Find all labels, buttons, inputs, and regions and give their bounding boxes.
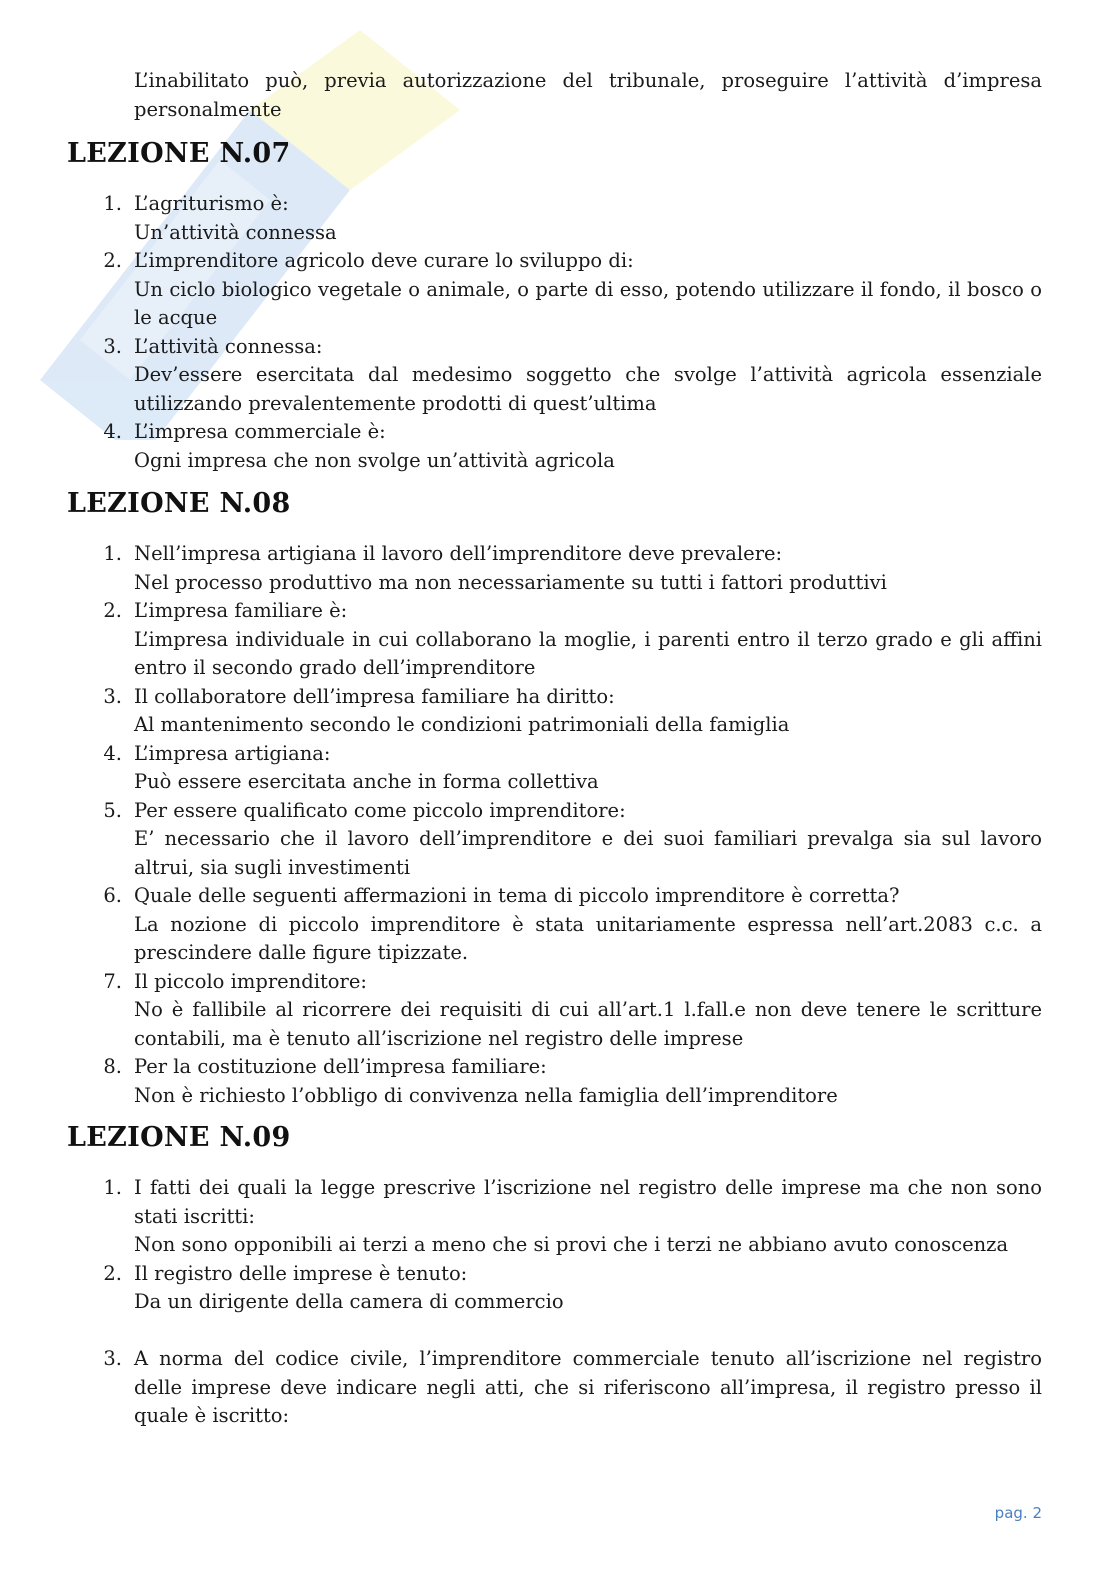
answer-text: L’impresa individuale in cui collaborano la moglie, i parenti entro il terzo grado e gli affini entro il secondo grado dell’imprenditore <box>134 627 1042 679</box>
answer-text: Non è richiesto l’obbligo di convivenza nella famiglia dell’imprenditore <box>134 1083 838 1107</box>
list-item <box>0 597 1116 683</box>
item-number: 8. <box>103 1055 122 1078</box>
question-text: Per la costituzione dell’impresa familiare: <box>134 1055 547 1078</box>
list-item <box>0 247 1116 333</box>
answer-text: Da un dirigente della camera di commercio <box>134 1290 564 1313</box>
list-item <box>0 740 1116 797</box>
question-text: Il piccolo imprenditore: <box>134 969 367 993</box>
question-text: L’impresa artigiana: <box>134 741 331 765</box>
item-number: 1. <box>103 1176 122 1199</box>
question-list-08 <box>0 540 1116 1110</box>
answer-text: Al mantenimento secondo le condizioni patrimoniali della famiglia <box>134 713 790 736</box>
intro-paragraph: L’inabilitato può, previa autorizzazione del tribunale, proseguire l’attività d’impresa personalmente <box>134 69 1042 121</box>
answer-text: Un ciclo biologico vegetale o animale, o parte di esso, potendo utilizzare il fondo, il bosco o le acque <box>134 277 1042 329</box>
item-number: 4. <box>103 741 122 765</box>
item-number: 7. <box>103 969 122 993</box>
list-item <box>0 540 1116 597</box>
item-number: 6. <box>103 884 122 907</box>
item-number: 2. <box>103 249 122 272</box>
answer-text: Dev’essere esercitata dal medesimo soggetto che svolge l’attività agricola essenziale utilizzando prevalentemente prodotti di quest’ultima <box>134 363 1042 415</box>
list-item <box>0 968 1116 1054</box>
item-number: 1. <box>103 542 122 565</box>
question-text: Quale delle seguenti affermazioni in tema di piccolo imprenditore è corretta? <box>134 884 900 907</box>
list-item <box>0 1053 1116 1110</box>
item-number: 2. <box>103 599 122 622</box>
question-list-07 <box>0 190 1116 475</box>
list-item <box>0 797 1116 883</box>
answer-text: Può essere esercitata anche in forma collettiva <box>134 770 599 793</box>
question-text: Nell’impresa artigiana il lavoro dell’imprenditore deve prevalere: <box>134 542 783 565</box>
section-heading-07: LEZIONE N.07 <box>67 138 291 169</box>
list-item <box>0 190 1116 247</box>
list-item <box>0 333 1116 419</box>
question-text: L’impresa commerciale è: <box>134 420 386 443</box>
question-text: A norma del codice civile, l’imprenditore commerciale tenuto all’iscrizione nel registro delle imprese deve indicare negli atti, che si riferiscono all’impresa, il registro presso il quale è iscritto: <box>134 1347 1042 1427</box>
page-number: pag. 2 <box>994 1504 1042 1522</box>
item-number: 3. <box>103 334 122 358</box>
list-item <box>0 882 1116 968</box>
list-item <box>0 1174 1116 1260</box>
list-item <box>0 1345 1116 1431</box>
question-text: I fatti dei quali la legge prescrive l’iscrizione nel registro delle imprese ma che non sono stati iscritti: <box>134 1176 1042 1228</box>
spacer <box>0 1317 1116 1346</box>
item-number: 2. <box>103 1261 122 1285</box>
answer-text: Ogni impresa che non svolge un’attività agricola <box>134 448 615 472</box>
question-text: L’attività connessa: <box>134 334 323 358</box>
question-text: Per essere qualificato come piccolo imprenditore: <box>134 798 626 822</box>
list-item <box>0 418 1116 475</box>
item-number: 3. <box>103 1347 122 1370</box>
answer-text: E’ necessario che il lavoro dell’imprenditore e dei suoi familiari prevalga sia sul lavoro altrui, sia sugli investimenti <box>134 827 1042 879</box>
answer-text: Non sono opponibili ai terzi a meno che si provi che i terzi ne abbiano avuto conoscenza <box>134 1233 1009 1256</box>
answer-text: La nozione di piccolo imprenditore è stata unitariamente espressa nell’art.2083 c.c. a prescindere dalle figure tipizzate. <box>134 912 1042 964</box>
item-number: 5. <box>103 798 122 822</box>
question-text: Il collaboratore dell’impresa familiare ha diritto: <box>134 684 615 708</box>
list-item <box>0 683 1116 740</box>
question-text: L’agriturismo è: <box>134 192 289 215</box>
item-number: 1. <box>103 192 122 215</box>
question-text: L’impresa familiare è: <box>134 599 348 622</box>
item-number: 4. <box>103 420 122 443</box>
section-heading-08: LEZIONE N.08 <box>67 488 291 519</box>
item-number: 3. <box>103 684 122 708</box>
question-text: L’imprenditore agricolo deve curare lo sviluppo di: <box>134 249 634 272</box>
section-heading-09: LEZIONE N.09 <box>67 1122 291 1153</box>
list-item <box>0 1260 1116 1317</box>
answer-text: Un’attività connessa <box>134 220 337 244</box>
question-text: Il registro delle imprese è tenuto: <box>134 1261 468 1285</box>
answer-text: Nel processo produttivo ma non necessariamente su tutti i fattori produttivi <box>134 570 887 594</box>
question-list-09 <box>0 1174 1116 1431</box>
answer-text: No è fallibile al ricorrere dei requisiti di cui all’art.1 l.fall.e non deve tenere le scritture contabili, ma è tenuto all’iscrizione nel registro delle imprese <box>134 998 1042 1050</box>
